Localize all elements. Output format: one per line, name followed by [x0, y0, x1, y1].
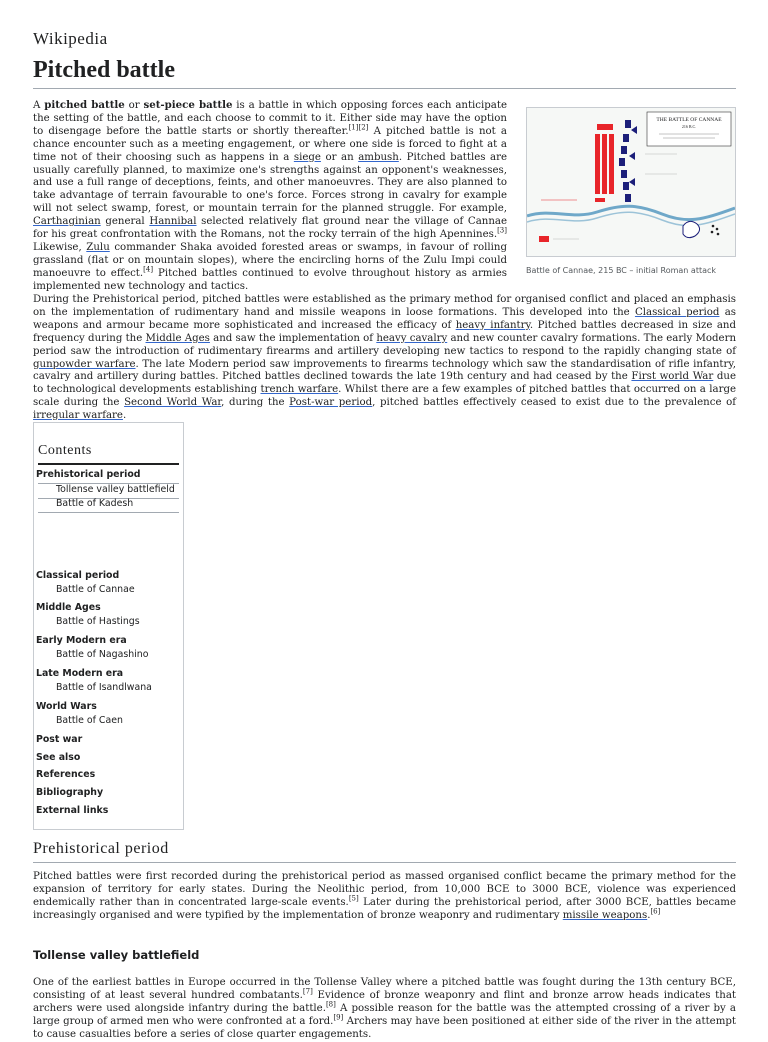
toc-item-middle-ages[interactable]: Middle Ages [36, 602, 101, 613]
toc-item-post-war[interactable]: Post war [36, 734, 83, 745]
toc-item-late-modern-era[interactable]: Late Modern era [36, 668, 124, 679]
toc-title-rule [38, 463, 179, 465]
link-heavy-cavalry[interactable]: heavy cavalry [376, 332, 448, 344]
link-second-world-war[interactable]: Second World War [124, 397, 222, 409]
subsection-heading-tollense: Tollense valley battlefield [33, 948, 200, 962]
title-divider [33, 88, 736, 89]
toc-item-world-wars[interactable]: World Wars [36, 701, 97, 712]
roman-camp [539, 236, 549, 242]
figure-caption: Battle of Cannae, 215 BC – initial Roman attack [526, 266, 717, 275]
toc-item-early-modern-era[interactable]: Early Modern era [36, 635, 127, 646]
link-middle-ages[interactable]: Middle Ages [145, 332, 210, 344]
toc-item-external-links[interactable]: External links [36, 805, 109, 816]
toc-item-see-also[interactable]: See also [36, 752, 81, 763]
citation-5[interactable]: [5] [348, 894, 359, 903]
toc-item-tollense-valley[interactable]: Tollense valley battlefield [56, 484, 175, 495]
citation-4[interactable]: [4] [143, 265, 154, 274]
section-heading-prehistorical: Prehistorical period [33, 840, 169, 857]
link-irregular-warfare[interactable]: irregular warfare [33, 410, 123, 422]
toc-item-references[interactable]: References [36, 769, 96, 780]
roman-army [595, 124, 614, 202]
tollense-paragraph: One of the earliest battles in Europe occurred in the Tollense Valley where a pitched battle was fought during the 13th century BCE, consisting of at least several hundred combatants.[7] Evidence of bronze weaponry and flint and bronze arrow heads indicates that archers were used alongside infantry during the battle.[8] A possible reason for the battle was the attempted crossing of a river by a large group of armed men who were confronted at a ford.[9] Archers may have been positioned at either side of the river in the attempt to cause casualties before a series of close quarter engagements. [33, 977, 736, 1040]
link-siege[interactable]: siege [293, 151, 321, 163]
toc-item-battle-of-kadesh[interactable]: Battle of Kadesh [56, 498, 134, 509]
link-hannibal[interactable]: Hannibal [149, 216, 197, 228]
citation-7[interactable]: [7] [302, 987, 313, 996]
toc-item-classical-period[interactable]: Classical period [36, 570, 120, 581]
toc-item-battle-of-isandlwana[interactable]: Battle of Isandlwana [56, 682, 152, 693]
link-carthaginian[interactable]: Carthaginian [33, 216, 101, 228]
map-subtitle: 216 B.C. [681, 124, 697, 129]
toc-item-prehistorical-period[interactable]: Prehistorical period [36, 469, 141, 480]
lead-paragraph-2: During the Prehistorical period, pitched battles were established as the primary method for organised conflict and placed an emphasis on the implementation of rudimentary hand and missile weapons in loose formations. This developed into the Classical period as weapons and armour became more sophisticated and increased the efficacy of heavy infantry. Pitched battles decreased in size and frequency during the Middle Ages and saw the implementation of heavy cavalry and new counter cavalry formations. The early Modern period saw the introduction of rudimentary firearms and artillery developing new tactics to respond to the rapidly changing state of gunpowder warfare. The late Modern period saw improvements to firearms technology which saw the standardisation of rifle infantry, cavalry and artillery during battles. Pitched battles declined towards the late 19th century and had ceased by the First world War due to technological developments establishing trench warfare. Whilst there are a few examples of pitched battles that occurred on a large scale during the Second World War, during the Post-war period, pitched battles effectively ceased to exist due to the prevalence of irregular warfare. [33, 294, 737, 422]
cannae-figure [526, 107, 736, 275]
toc-item-battle-of-hastings[interactable]: Battle of Hastings [56, 616, 140, 627]
link-classical-period[interactable]: Classical period [634, 306, 720, 318]
citation-3[interactable]: [3] [497, 226, 507, 235]
toc-item-battle-of-nagashino[interactable]: Battle of Nagashino [56, 649, 149, 660]
citation-9[interactable]: [9] [333, 1013, 344, 1022]
citation-1-2[interactable]: [1][2] [348, 123, 369, 132]
link-heavy-infantry[interactable]: heavy infantry [455, 319, 530, 331]
page-title: Pitched battle [33, 57, 175, 83]
cannae-map-image [527, 108, 735, 256]
section-divider [33, 862, 736, 863]
citation-8[interactable]: [8] [325, 1000, 336, 1009]
link-first-world-war[interactable]: First world War [631, 371, 714, 383]
prehistorical-paragraph: Pitched battles were first recorded during the prehistorical period as massed organised conflict became the primary method for the expansion of territory for early states. During the Neolithic period, from 10,000 BCE to 3000 BCE, violence was experienced endemically rather than in concentrated large-scale events.[5] Later during the prehistorical period, after 3000 BCE, battles became increasingly organised and were typified by the implementation of bronze weaponry and rudimentary missile weapons.[6] [33, 871, 737, 921]
link-gunpowder-warfare[interactable]: gunpowder warfare [33, 358, 136, 370]
lead-paragraph-1: A pitched battle or set-piece battle is a battle in which opposing forces each anticipate the setting of the battle, and each choose to commit to it. Either side may have the option to disengage before the battle starts or shortly thereafter.[1][2] A pitched battle is not a chance encounter such as a meeting engagement, or where one side is forced to fight at a time not of their choosing such as happens in a siege or an ambush. Pitched battles are usually carefully planned, to maximize one's strengths against an opponent's weaknesses, and use a full range of deceptions, feints, and other manoeuvres. They are also planned to take advantage of terrain favourable to one's force. Forces strong in cavalry for example will not select swamp, forest, or mountain terrain for the planned struggle. For example, Carthaginian general Hannibal selected relatively flat ground near the village of Cannae for his great confrontation with the Romans, not the rocky terrain of the high Apennines.[3] Likewise, Zulu commander Shaka avoided forested areas or swamps, in favour of rolling grassland (flat or on mountain slopes), where the encircling horns of the Zulu Impi could manoeuvre to effect.[4] Pitched battles continued to evolve throughout history as armies implemented new technology and tactics. [33, 99, 507, 292]
cannae-battle-map[interactable] [526, 107, 736, 257]
link-post-war-period[interactable]: Post-war period [289, 397, 373, 409]
link-missile-weapons[interactable]: missile weapons [562, 909, 648, 921]
link-ambush[interactable]: ambush [358, 151, 399, 163]
toc-item-battle-of-cannae[interactable]: Battle of Cannae [56, 584, 135, 595]
wikipedia-logo[interactable]: Wikipedia [33, 29, 108, 48]
map-title: THE BATTLE OF CANNAE [656, 117, 722, 123]
citation-6[interactable]: [6] [650, 907, 661, 916]
toc-title: Contents [38, 443, 92, 458]
toc-item-battle-of-caen[interactable]: Battle of Caen [56, 715, 123, 726]
link-trench-warfare[interactable]: trench warfare [260, 384, 339, 396]
link-zulu[interactable]: Zulu [86, 241, 110, 253]
table-of-contents [33, 422, 184, 830]
toc-item-bibliography[interactable]: Bibliography [36, 787, 104, 798]
